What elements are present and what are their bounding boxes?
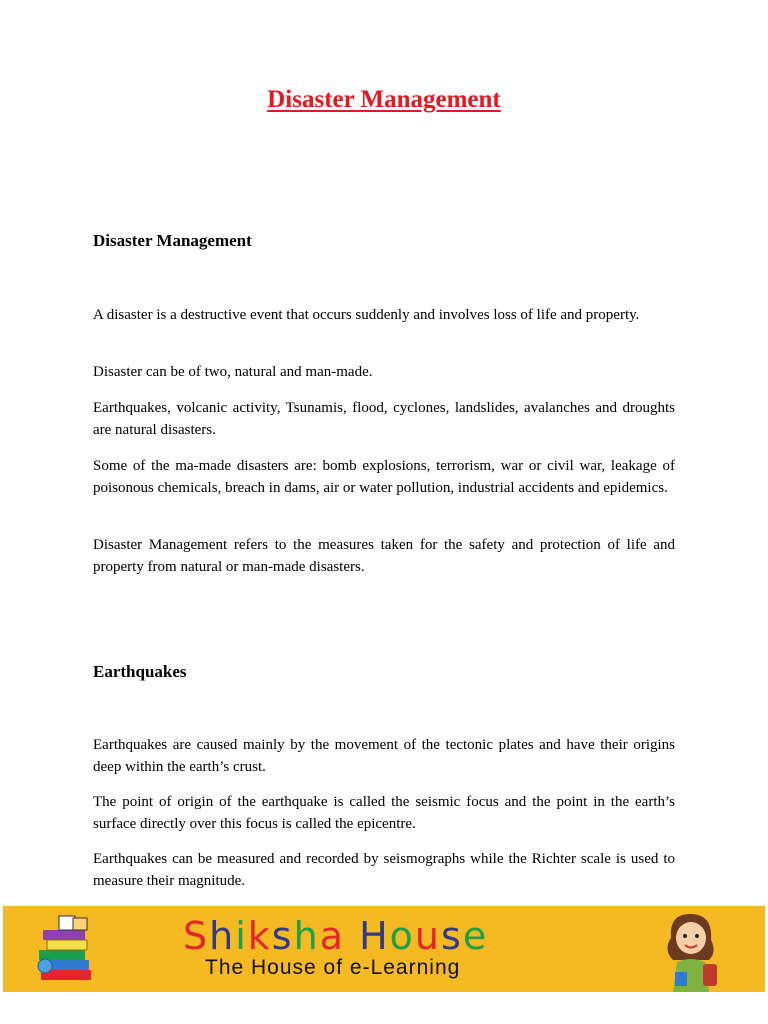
footer-banner — [3, 906, 765, 992]
brand-letter: S — [183, 914, 210, 958]
paragraph: Earthquakes can be measured and recorded by seismographs while the Richter scale is used to measure their magnitude. — [93, 851, 675, 889]
brand-letter: k — [247, 914, 272, 958]
brand-letter — [345, 914, 359, 958]
section-heading-earthquakes: Earthquakes — [93, 662, 187, 681]
girl-student-icon — [655, 908, 725, 992]
brand-letter: s — [441, 914, 463, 958]
paragraph: A disaster is a destructive event that occurs suddenly and involves loss of life and property. — [93, 307, 640, 323]
brand-letter: h — [293, 914, 320, 958]
brand-letter: H — [359, 914, 390, 958]
brand-letter: i — [235, 914, 248, 958]
brand-letter: s — [271, 914, 294, 958]
brand-letter: o — [389, 914, 415, 958]
brand-letter: h — [209, 914, 236, 958]
paragraph: Earthquakes are caused mainly by the movement of the tectonic plates and have their origins deep within the earth’s crust. — [93, 737, 675, 775]
page-title: Disaster Management — [267, 86, 501, 113]
paragraph: Some of the ma-made disasters are: bomb explosions, terrorism, war or civil war, leakage of poisonous chemicals, breach in dams, air or water pollution, industrial accidents and epidemics. — [93, 458, 675, 496]
brand-letter: e — [462, 914, 489, 958]
books-stack-icon — [33, 914, 99, 986]
paragraph: Disaster Management refers to the measures taken for the safety and protection of life and property from natural or man-made disasters. — [93, 537, 675, 575]
paragraph: Earthquakes, volcanic activity, Tsunamis, flood, cyclones, landslides, avalanches and droughts are natural disasters. — [93, 400, 675, 438]
brand-letter: a — [319, 914, 345, 958]
tagline: The House of e-Learning — [205, 956, 461, 979]
brand-name — [183, 915, 575, 957]
brand-letter: u — [414, 914, 442, 958]
paragraph: Disaster can be of two, natural and man-made. — [93, 364, 373, 380]
paragraph: The point of origin of the earthquake is called the seismic focus and the point in the earth’s surface directly over this focus is called the epicentre. — [93, 794, 675, 832]
section-heading-disaster-management: Disaster Management — [93, 231, 252, 250]
